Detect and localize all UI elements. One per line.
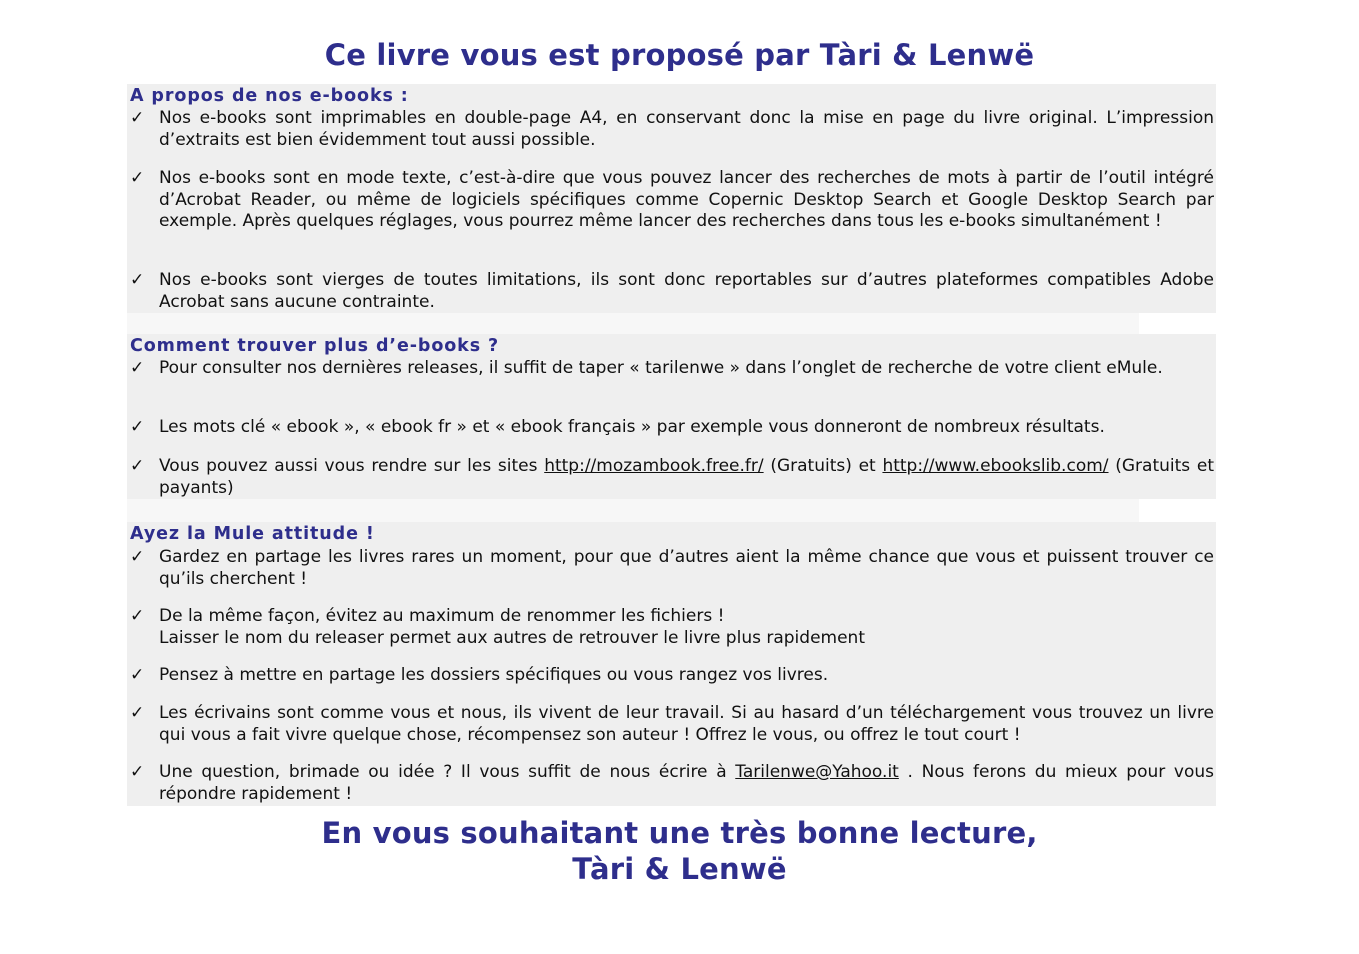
section-heading-about: A propos de nos e-books :	[130, 86, 409, 106]
list-item-text: Pour consulter nos dernières releases, il suffit de taper « tarilenwe » dans l’onglet de recherche de votre client eMule.	[159, 358, 1163, 378]
link-ebookslib[interactable]: http://www.ebookslib.com/	[882, 456, 1109, 476]
list-item-text: Pensez à mettre en partage les dossiers spécifiques ou vous rangez vos livres.	[159, 665, 829, 685]
section-find-more-ebooks	[127, 334, 1216, 499]
list-item-text: Les mots clé « ebook », « ebook fr » et « ebook français » par exemple vous donneront de nombreux résultats.	[159, 417, 1105, 437]
list-item-text: Nos e-books sont en mode texte, c’est-à-dire que vous pouvez lancer des recherches de mots à partir de l’outil intégré d’Acrobat Reader, ou même de logiciels spécifiques comme Copernic Desktop Search et Google Desktop Search par exemple. Après quelques réglages, vous pourrez même lancer des recherches dans tous les e-books simultanément !	[159, 168, 1214, 232]
checkmark-icon: ✓	[130, 168, 145, 188]
checkmark-icon: ✓	[130, 665, 145, 685]
checkmark-icon: ✓	[130, 703, 145, 723]
closing-message: En vous souhaitant une très bonne lecture,	[321, 816, 1038, 850]
checkmark-icon: ✓	[130, 606, 145, 626]
section-about-ebooks	[127, 84, 1216, 313]
text-segment: . Nous ferons du mieux pour vous répondre rapidement !	[159, 762, 1214, 804]
link-mozambook[interactable]: http://mozambook.free.fr/	[544, 456, 764, 476]
list-item-text: Les écrivains sont comme vous et nous, ils vivent de leur travail. Si au hasard d’un téléchargement vous trouvez un livre qui vous a fait vivre quelque chose, récompensez son auteur ! Offrez le vous, ou offrez le tout court !	[159, 703, 1214, 745]
closing-signature: Tàri & Lenwë	[572, 852, 787, 886]
list-item-text: Nos e-books sont imprimables en double-page A4, en conservant donc la mise en page du livre original. L’impression d’extraits est bien évidemment tout aussi possible.	[159, 108, 1214, 150]
checkmark-icon: ✓	[130, 270, 145, 290]
text-line: Laisser le nom du releaser permet aux autres de retrouver le livre plus rapidement	[159, 627, 865, 648]
list-item-text	[159, 456, 1214, 499]
page-title: Ce livre vous est proposé par Tàri & Lenwë	[324, 38, 1035, 72]
checkmark-icon: ✓	[130, 547, 145, 567]
checkmark-icon: ✓	[130, 108, 145, 128]
checkmark-icon: ✓	[130, 417, 145, 437]
checkmark-icon: ✓	[130, 358, 145, 378]
list-item-text	[159, 606, 1214, 649]
text-segment: Une question, brimade ou idée ? Il vous suffit de nous écrire à	[159, 762, 736, 782]
separator	[127, 313, 1139, 334]
checkmark-icon: ✓	[130, 762, 145, 782]
text-segment: (Gratuits et payants)	[159, 456, 1214, 498]
text-line: De la même façon, évitez au maximum de renommer les fichiers !	[159, 606, 725, 626]
section-mule-attitude	[127, 522, 1216, 806]
separator	[127, 499, 1139, 522]
text-segment: (Gratuits) et	[763, 456, 883, 476]
list-item-text	[159, 762, 1214, 805]
checkmark-icon: ✓	[130, 456, 145, 476]
email-link[interactable]: Tarilenwe@Yahoo.it	[735, 762, 899, 782]
list-item-text: Nos e-books sont vierges de toutes limitations, ils sont donc reportables sur d’autres plateformes compatibles Adobe Acrobat sans aucune contrainte.	[159, 270, 1214, 312]
text-segment: Vous pouvez aussi vous rendre sur les sites	[159, 456, 545, 476]
section-heading-mule-attitude: Ayez la Mule attitude !	[130, 524, 375, 544]
list-item-text: Gardez en partage les livres rares un moment, pour que d’autres aient la même chance que vous et puissent trouver ce qu’ils cherchent !	[159, 547, 1214, 589]
section-heading-find-more: Comment trouver plus d’e-books ?	[130, 336, 500, 356]
